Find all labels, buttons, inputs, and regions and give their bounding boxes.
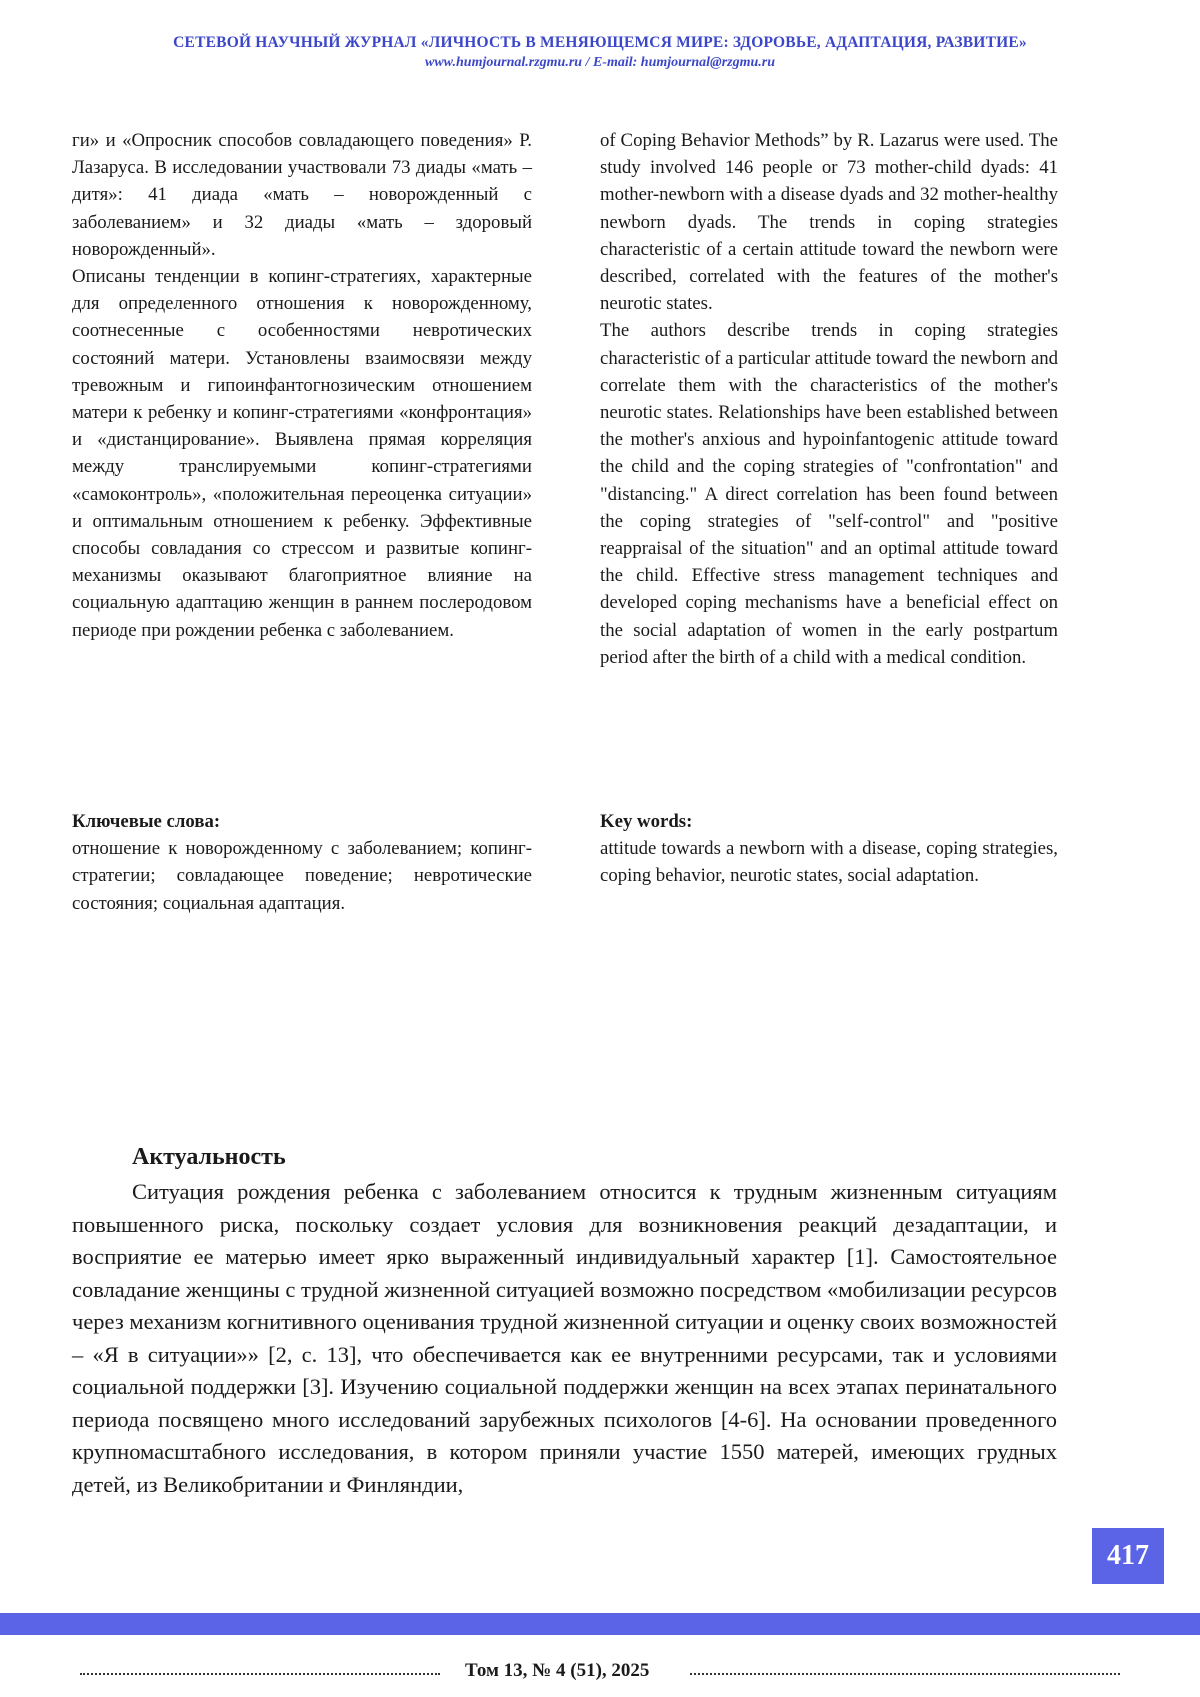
keywords-english	[600, 808, 1058, 890]
footer	[80, 1660, 1120, 1686]
footer-dotted-rule-right	[690, 1673, 1120, 1675]
footer-volume: Том 13, № 4 (51), 2025	[465, 1660, 650, 1681]
journal-contacts: www.humjournal.rzgmu.ru / E-mail: humjournal@rzgmu.ru	[425, 55, 775, 70]
journal-header	[0, 34, 1200, 71]
journal-title: СЕТЕВОЙ НАУЧНЫЙ ЖУРНАЛ «ЛИЧНОСТЬ В МЕНЯЮЩЕМСЯ МИРЕ: ЗДОРОВЬЕ, АДАПТАЦИЯ, РАЗВИТИЕ»	[173, 34, 1027, 51]
abstract-english	[600, 127, 1058, 671]
abstract-russian	[72, 127, 532, 644]
abstract-en-paragraph-1: of Coping Behavior Methods” by R. Lazarus were used. The study involved 146 people or 73 mother-child dyads: 41 mother-newborn with a disease dyads and 32 mother-healthy newborn dyads. The trends in coping strategies characteristic of a certain attitude toward the newborn were described, correlated with the features of the mother's neurotic states.	[600, 130, 1058, 315]
keywords-ru-title: Ключевые слова:	[72, 811, 221, 832]
section-heading: Актуальность	[132, 1144, 286, 1170]
footer-dotted-rule-left	[80, 1673, 440, 1675]
keywords-ru-text: отношение к новорожденному с заболеванием; копинг-стратегии; совладающее поведение; невротические состояния; социальная адаптация.	[72, 838, 532, 914]
abstract-ru-paragraph-1: ги» и «Опросник способов совладающего поведения» Р. Лазаруса. В исследовании участвовали 73 диады «мать – дитя»: 41 диада «мать – новорожденный с заболеванием» и 32 диады «мать – здоровый новорожденный».	[72, 130, 532, 260]
footer-accent-bar	[0, 1613, 1200, 1635]
page-number-badge: 417	[1092, 1528, 1164, 1584]
abstract-ru-paragraph-2: Описаны тенденции в копинг-стратегиях, характерные для определенного отношения к новорожденному, соотнесенные с особенностями невротических состояний матери. Установлены взаимосвязи между тревожным и гипоинфантогнозическим отношением матери к ребенку и копинг-стратегиями «конфронтация» и «дистанцирование». Выявлена прямая корреляция между транслируемыми копинг-стратегиями «самоконтроль», «положительная переоценка ситуации» и оптимальным отношением к ребенку. Эффективные способы совладания со стрессом и развитые копинг-механизмы оказывают благоприятное влияние на социальную адаптацию женщин в раннем послеродовом периоде при рождении ребенка с заболеванием.	[72, 266, 532, 641]
keywords-en-title: Key words:	[600, 811, 693, 832]
relevance-section	[72, 1142, 1057, 1501]
keywords-russian	[72, 808, 532, 917]
abstract-en-paragraph-2: The authors describe trends in coping strategies characteristic of a particular attitude toward the newborn and correlate them with the characteristics of the mother's neurotic states. Relationships have been established between the mother's anxious and hypoinfantogenic attitude toward the child and the coping strategies of "confrontation" and "distancing." A direct correlation has been found between the coping strategies of "self-control" and "positive reappraisal of the situation" and an optimal attitude toward the child. Effective stress management techniques and developed coping mechanisms have a beneficial effect on the social adaptation of women in the early postpartum period after the birth of a child with a medical condition.	[600, 320, 1058, 668]
keywords-en-text: attitude towards a newborn with a disease, coping strategies, coping behavior, neurotic states, social adaptation.	[600, 838, 1058, 887]
section-body: Ситуация рождения ребенка с заболеванием относится к трудным жизненным ситуациям повышенного риска, поскольку создает условия для возникновения реакций дезадаптации, и восприятие ее матерью имеет ярко выраженный индивидуальный характер [1]. Самостоятельное совладание женщины с трудной жизненной ситуацией возможно посредством «мобилизации ресурсов через механизм когнитивного оценивания трудной жизненной ситуации и оценку своих возможностей – «Я в ситуации»» [2, с. 13], что обеспечивается как ее внутренними ресурсами, так и условиями социальной поддержки [3]. Изучению социальной поддержки женщин на всех этапах перинатального периода посвящено много исследований зарубежных психологов [4-6]. На основании проведенного крупномасштабного исследования, в котором приняли участие 1550 матерей, имеющих грудных детей, из Великобритании и Финляндии,	[72, 1179, 1057, 1497]
